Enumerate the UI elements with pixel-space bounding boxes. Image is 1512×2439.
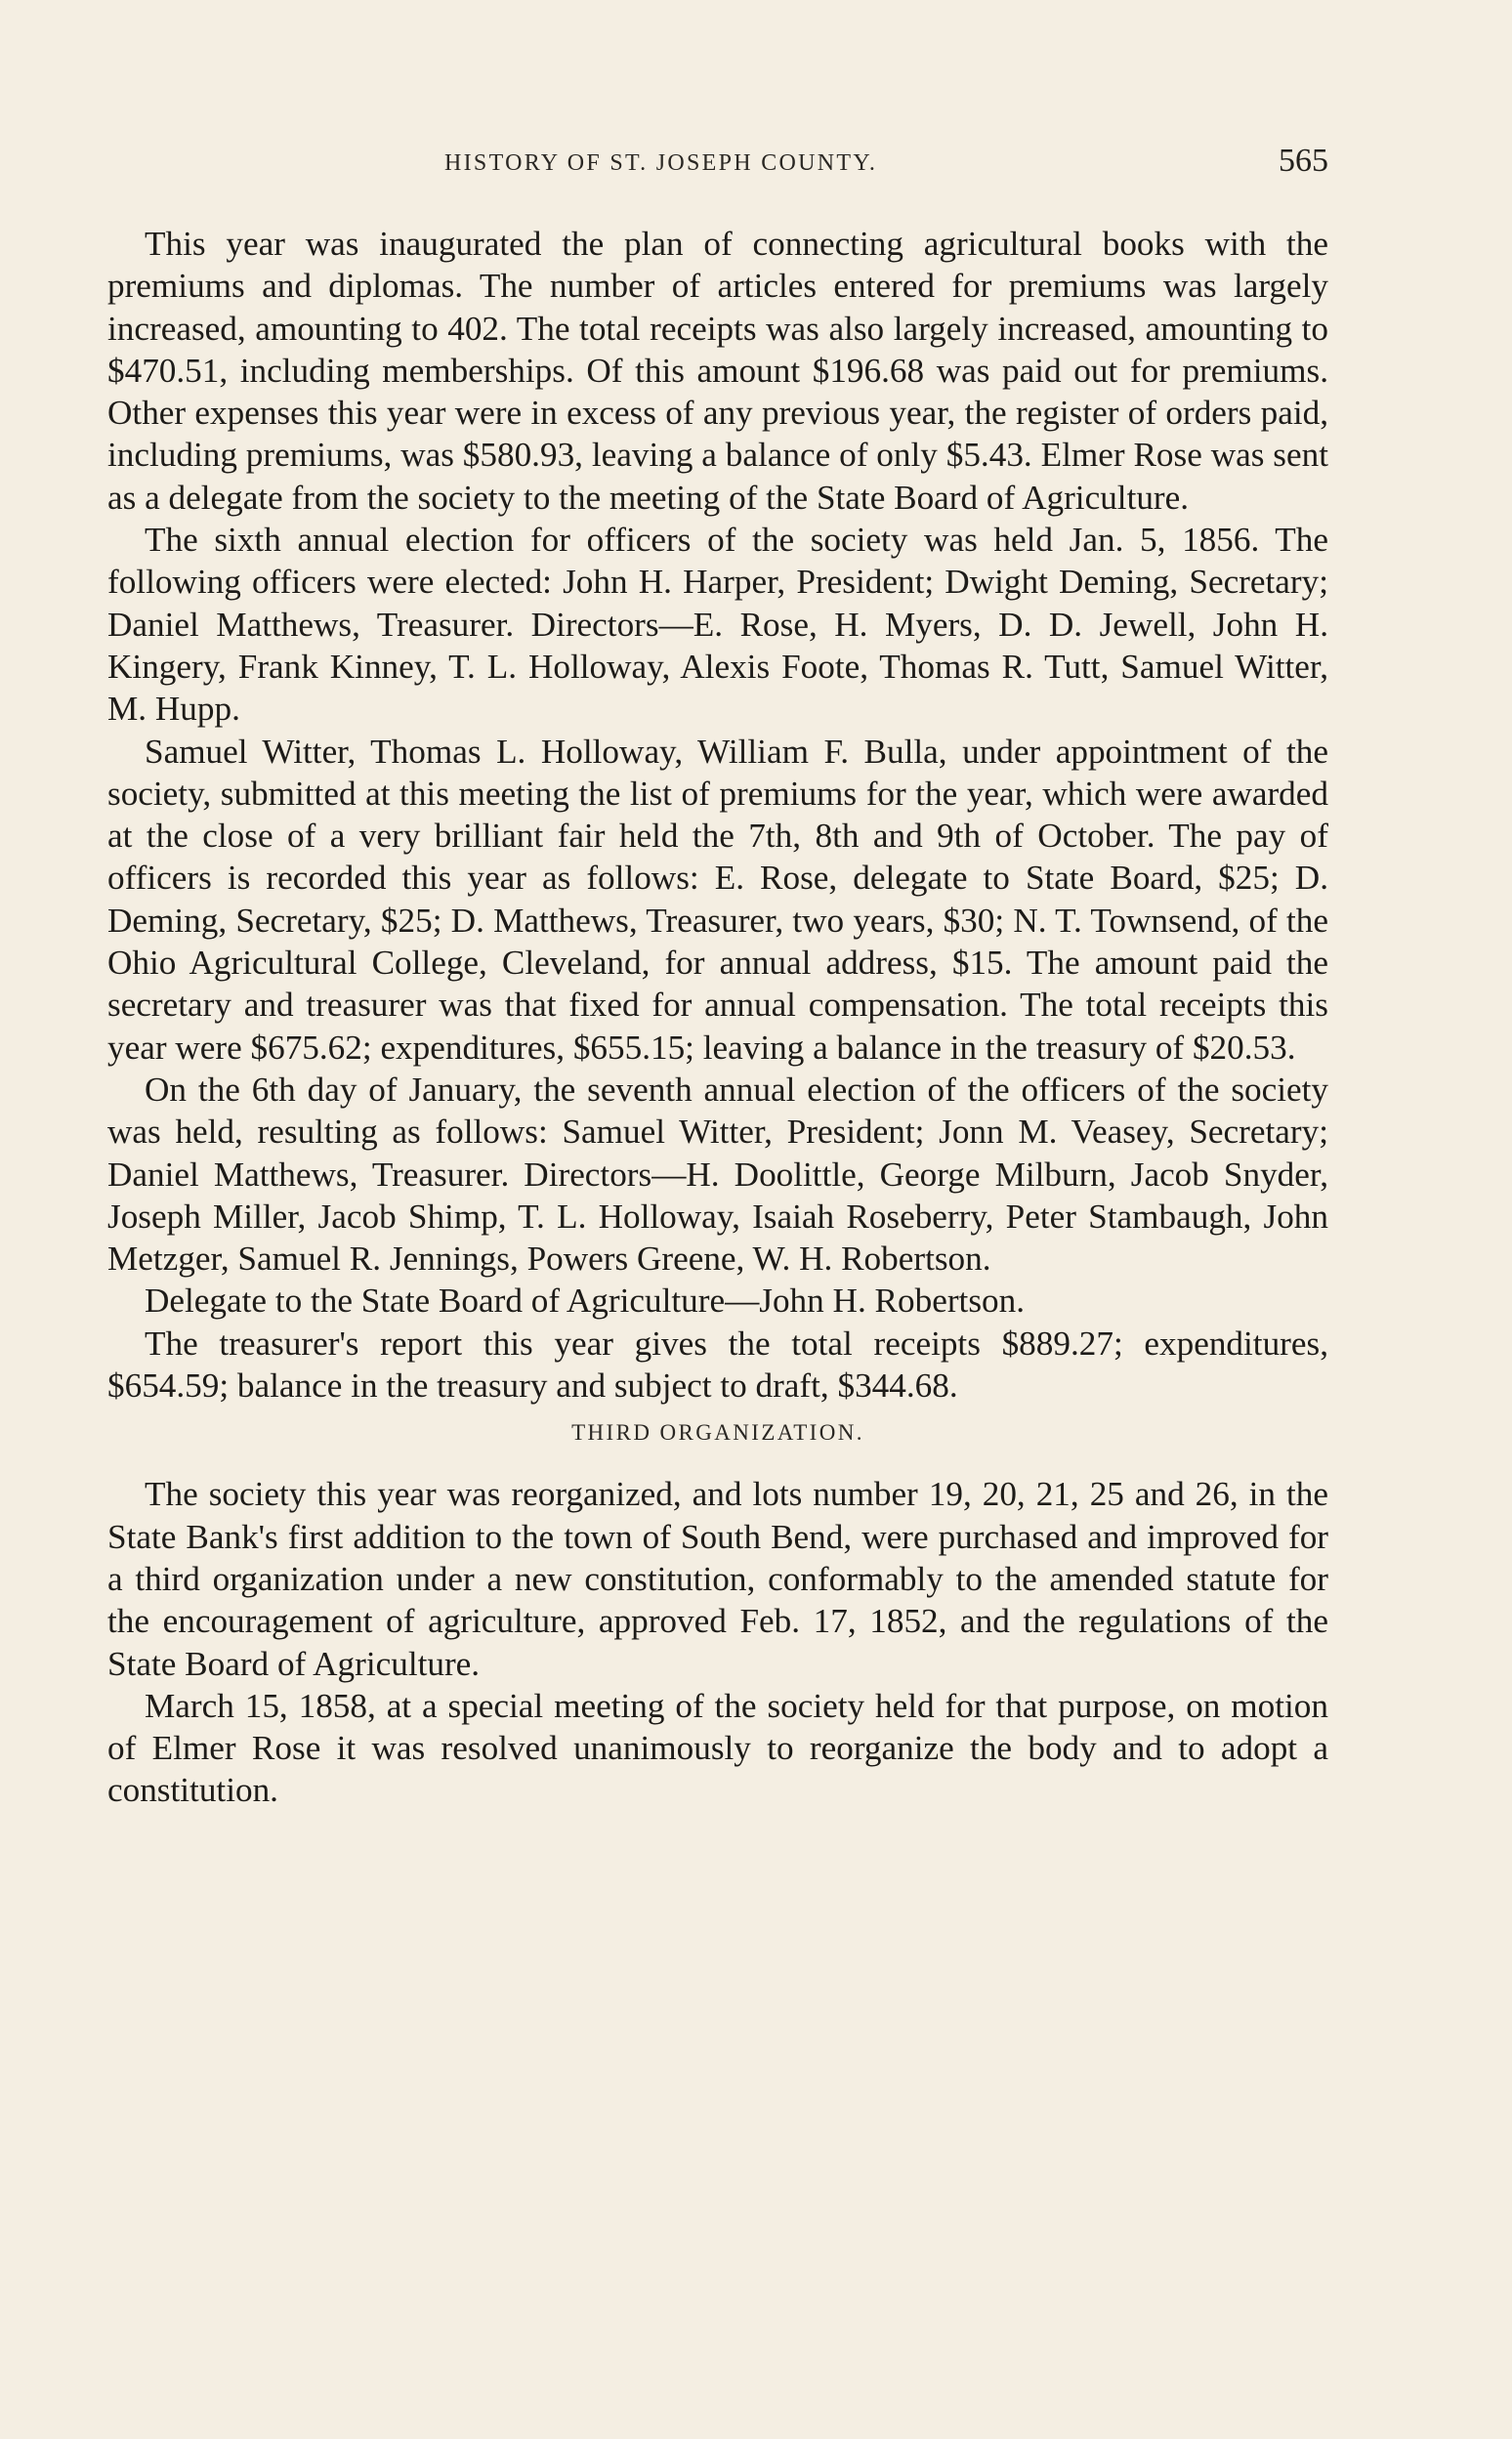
paragraph: The treasurer's report this year gives the total receipts $889.27; expenditures, $654.59; balance in the treasury and subject to draft, $344.68. [107,1324,1328,1406]
page-header [107,143,1328,182]
paragraph: On the 6th day of January, the seventh annual election of the officers of the society was held, resulting as follows: Samuel Witter, President; Jonn M. Veasey, Secretary; Daniel Matthews, Treasurer. Directors—H. Doolittle, George Milburn, Jacob Snyder, Joseph Miller, Jacob Shimp, T. L. Holloway, Isaiah Roseberry, Peter Stambaugh, John Metzger, Samuel R. Jennings, Powers Greene, W. H. Robertson. [107,1070,1328,1279]
paragraph: This year was inaugurated the plan of connecting agricultural books with the premiums and diplomas. The number of articles entered for premiums was largely increased, amounting to 402. The total receipts was also largely increased, amounting to $470.51, including memberships. Of this amount $196.68 was paid out for premiums. Other expenses this year were in excess of any previous year, the register of orders paid, including premiums, was $580.93, leaving a balance of only $5.43. Elmer Rose was sent as a delegate from the society to the meeting of the State Board of Agriculture. [107,225,1328,517]
running-head: HISTORY OF ST. JOSEPH COUNTY. [444,150,878,176]
paragraph: Samuel Witter, Thomas L. Holloway, William F. Bulla, under appointment of the society, submitted at this meeting the list of premiums for the year, which were awarded at the close of a very brilliant fair held the 7th, 8th and 9th of October. The pay of officers is recorded this year as follows: E. Rose, delegate to State Board, $25; D. Deming, Secretary, $25; D. Matthews, Treasurer, two years, $30; N. T. Townsend, of the Ohio Agricultural College, Cleveland, for annual address, $15. The amount paid the secretary and treasurer was that fixed for annual compensation. The total receipts this year were $675.62; expenditures, $655.15; leaving a balance in the treasury of $20.53. [107,732,1328,1067]
paragraph: The society this year was reorganized, and lots number 19, 20, 21, 25 and 26, in the State Bank's first addition to the town of South Bend, were purchased and improved for a third organization under a new constitution, conformably to the amended statute for the encouragement of agriculture, approved Feb. 17, 1852, and the regulations of the State Board of Agriculture. [107,1475,1328,1683]
section-heading: THIRD ORGANIZATION. [571,1420,864,1446]
page-number: 565 [1279,143,1328,179]
paragraph: March 15, 1858, at a special meeting of the society held for that purpose, on motion of Elmer Rose it was resolved unanimously to reorganize the body and to adopt a constitution. [107,1686,1328,1810]
body-text [107,223,1328,1812]
paragraph: The sixth annual election for officers of the society was held Jan. 5, 1856. The following officers were elected: John H. Harper, President; Dwight Deming, Secretary; Daniel Matthews, Treasurer. Directors—E. Rose, H. Myers, D. D. Jewell, John H. Kingery, Frank Kinney, T. L. Holloway, Alexis Foote, Thomas R. Tutt, Samuel Witter, M. Hupp. [107,521,1328,729]
paragraph: Delegate to the State Board of Agriculture—John H. Robertson. [145,1282,1025,1321]
